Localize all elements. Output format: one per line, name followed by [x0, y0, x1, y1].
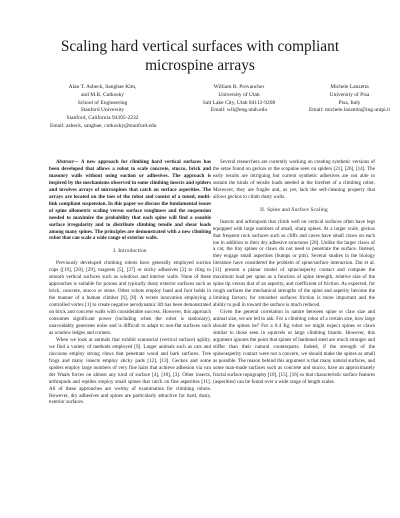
left-column [49, 159, 211, 406]
body-paragraph: Insects and arthropods that climb well on vertical surfaces often have legs equipped with large numbers of small, sharp spines. At a larger scale, geckos that frequent rock surfaces such as cliffs and caves have small claws on each toe in addition to their dry adhesive structures [28]. Unlike the larger claws of a cat, the tiny spines or claws do not need to penetrate the surface. Instead, they engage small asperities (bumps or pits). Several studies in the biology literature have considered the problem of spine/surface interaction. Dai et al. [11] present a planar model of spine/asperity contact and compute the maximum load per spine as a function of spine strength, relative size of the spine tip versus that of an asperity, and coefficient of friction. As expected, for rough surfaces the mechanical strengths of the spine and asperity become the limiting factors; for smoother surfaces friction is more important and the ability to pull in toward the surface is much reduced. [213, 218, 375, 309]
author-email: Email: wil@eng.utah.edu [210, 107, 268, 114]
body-paragraph: When we look at animals that exhibit scansorial (vertical surface) agility, we find a variety of methods employed [9]. Larger animals such as cats and raccoons employ strong claws that penetrate wood and bark surfaces. Tree frogs and many insects employ sticky pads [12], [13]. Geckos and some spiders employ large numbers of very fine hairs that achieve adhesion via van der Waals forces on almost any kind of surface [4], [18], [3]. Other insects, arthropods and reptiles employ small spines that catch on fine asperities [11]. All of these approaches are worthy of examination for climbing robots. However, dry adhesives and spines are particularly attractive for hard, dusty, exterior surfaces. [49, 336, 211, 406]
author-affiliation: Stanford, California 94305-2232 [66, 115, 139, 122]
author-names: Michele Lanzetta [330, 84, 369, 90]
author-block-stanford [50, 84, 155, 131]
section-heading-spine-scaling: II. Spine and Surface Scaling [260, 206, 328, 213]
abstract [49, 159, 211, 242]
author-affiliation: Pisa, Italy [338, 99, 361, 106]
abstract-label: Abstract [56, 159, 74, 165]
paper-title-line-2: microspine arrays [145, 57, 255, 74]
author-affiliation: University of Utah [218, 91, 260, 98]
section-heading-introduction: I. Introduction [113, 248, 147, 255]
abstract-text: — A new approach for climbing hard vertical surfaces has been developed that allows a robot to scale concrete, stucco, brick and masonry walls without using suction or adhesives. The approach is inspired by the mechanisms observed in some climbing insects and spiders and involves arrays of microspines that catch on surface asperities. The arrays are located on the toes of the robot and consist of a tuned, multi-link compliant suspension. In this paper we discuss the fundamental issues of spine allometric scaling versus surface roughness and the suspension needed to maximize the probability that each spine will find a useable surface irregularity and to distribute climbing tensile and shear loads among many spines. The principles are demonstrated with a new climbing robot that can scale a wide range of exterior walls. [49, 159, 211, 242]
body-paragraph: Previously developed climbing robots have generally employed suction cups ([19], [20], [29], magnets [5], [27] or sticky adhesives [2] to cling to smooth vertical surfaces such as windows and interior walls. None of these approaches is suitable for porous and typically dusty exterior surfaces such as brick, concrete, stucco or stone. Other robots employ hand and foot holds in the manner of a human climber [6], [8]. A recent innovation employing a controlled vortex [1] to create negative aerodynamic lift has been demonstrated on brick and concrete walls with considerable success. However, this approach consumes significant power (including when the robot is stationary), unavoidably generates noise and is difficult to adapt to non-flat surfaces such as window ledges and corners. [49, 260, 211, 336]
body-paragraph: Several researchers are currently working on creating synthetic versions of the setae found on geckos or the scopulae seen on spiders [21], [26], [14]. The early results are intriguing but current synthetic adhesives are not able to sustain the kinds of tensile loads needed at the forefeet of a climbing robot. Moreover, they are fragile and, as yet, lack the self-cleaning property that allows geckos to climb dusty walls. [213, 159, 375, 200]
author-affiliation: Stanford University [80, 107, 125, 114]
author-email: Email: michele.lanzetta@ing.unipi.it [308, 107, 391, 114]
right-column [213, 159, 375, 386]
author-names: William R. Provancher [213, 84, 265, 90]
author-block-utah [193, 84, 285, 115]
author-email: Email: asbeck, sangbae, cutkosky@stanford.edu [50, 122, 157, 129]
body-paragraph: Given the general correlation in nature between spine or claw size and animal size, we are led to ask: For a climbing robot of a certain size, how large should the spines be? For a 0.4 Kg robot we might expect spines or claws similar to those seen in squirrels or large climbing lizards. However, this argument ignores the point that spines of hardened steel are much stronger and stiffer than their natural counterparts. Indeed, if the strength of the spine/asperity contact were not a concern, we should make the spines as small as possible. The reason behind this argument is that many natural surfaces, and some man-made surfaces such as concrete and stucco, have an approximately fractal surface topography [10], [15], [16] so that characteristic surface features (asperities) can be found over a wide range of length scales. [213, 309, 375, 385]
author-block-pisa [308, 84, 391, 115]
author-affiliation: Salt Lake City, Utah 84112-9208 [202, 99, 276, 106]
author-affiliation: School of Engineering [77, 99, 128, 106]
paper-title [0, 37, 400, 75]
author-affiliation: University of Pisa [329, 91, 370, 98]
paper-title-line-1: Scaling hard vertical surfaces with compliant [60, 38, 340, 55]
author-names: Alan T. Asbeck, Sangbae Kim, [68, 84, 137, 90]
author-names-continued: and M.R. Cutkosky [80, 91, 125, 98]
